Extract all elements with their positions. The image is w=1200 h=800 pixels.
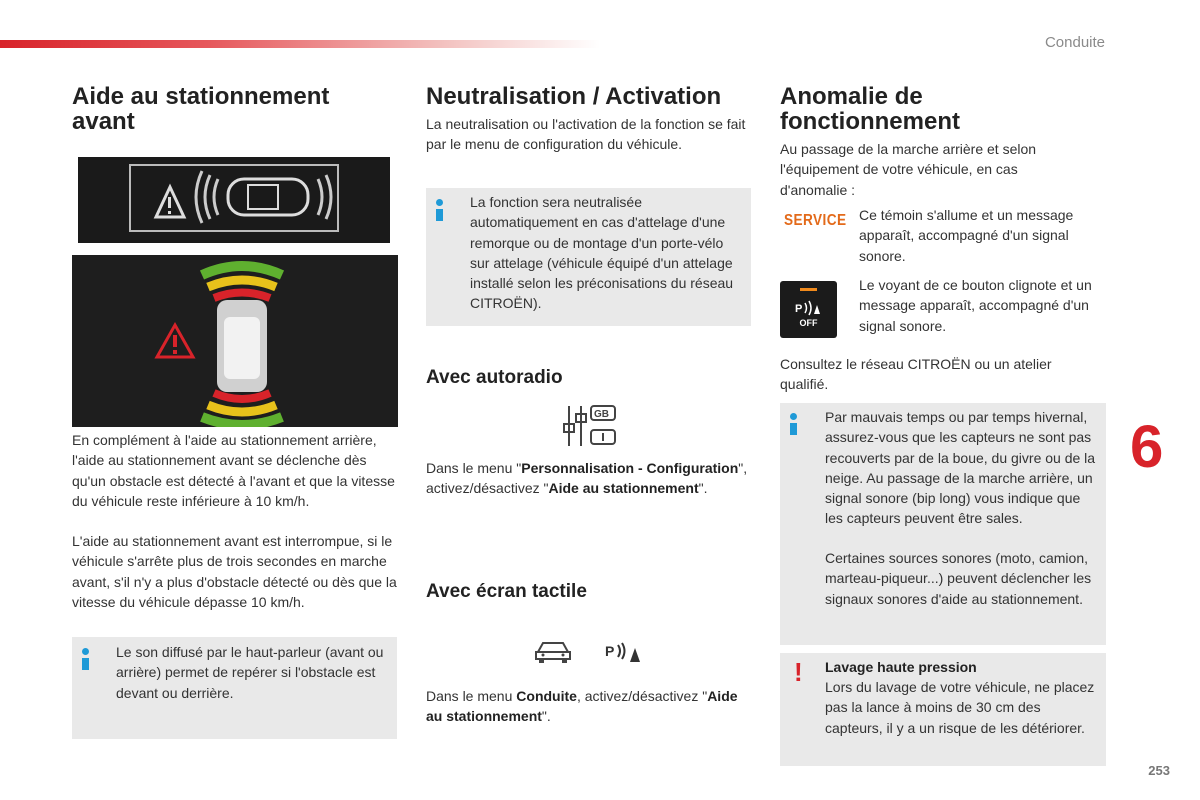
radio-icon-label: GB <box>594 409 609 420</box>
subtitle-autoradio: Avec autoradio <box>426 367 563 388</box>
info-note-towing-text: La fonction sera neutralisée automatiquement en cas d'attelage d'une remorque ou de montage d'un porte-vélo sur attelage (véhicule équipé d'un attelage installé selon les préconisations du réseau CITROËN). <box>470 194 734 312</box>
button-off-label: OFF <box>799 318 818 328</box>
dashboard-display-image <box>78 157 390 243</box>
info-note-weather <box>780 403 1106 645</box>
subtitle-touchscreen: Avec écran tactile <box>426 581 587 602</box>
info-note-speaker <box>72 637 397 739</box>
warning-text: Lors du lavage de votre véhicule, ne placez pas la lance à moins de 30 cm des capteurs, il y a un risque de les détériorer. <box>825 679 1095 736</box>
info-note-weather-text: Par mauvais temps ou par temps hivernal, assurez-vous que les capteurs ne sont pas recouverts par de la boue, du givre ou de la neige. Au passage de la marche arrière, un signal sonore (bip long) vous indique que les capteurs peuvent être sales. <box>825 409 1096 527</box>
radio-settings-icon <box>563 404 619 448</box>
warning-title: Lavage haute pression <box>825 659 977 675</box>
svg-text:P: P <box>795 303 803 315</box>
car-driving-icon <box>534 638 574 669</box>
autoradio-instructions: Dans le menu "Personnalisation - Configuration", activez/désactivez "Aide au stationnement". <box>426 460 748 497</box>
service-warning-text: Ce témoin s'allume et un message apparaît, accompagné d'un signal sonore. <box>859 207 1074 264</box>
touchscreen-instructions: Dans le menu Conduite, activez/désactivez "Aide au stationnement". <box>426 688 738 725</box>
info-icon <box>436 209 443 221</box>
consult-network-text: Consultez le réseau CITROËN ou un atelier qualifié. <box>780 356 1052 393</box>
header-accent-bar <box>0 40 600 48</box>
park-assist-off-text: Le voyant de ce bouton clignote et un message apparaît, accompagné d'un signal sonore. <box>859 277 1092 334</box>
park-assist-off-button-icon <box>780 281 837 338</box>
neutralisation-intro: La neutralisation ou l'activation de la fonction se fait par le menu de configuration du véhicule. <box>426 116 746 153</box>
front-parking-interruption: L'aide au stationnement avant est interrompue, si le véhicule s'arrête plus de trois secondes en marche avant, s'il n'y a plus d'obstacle détecté ou dès que la vitesse du véhicule dépasse 10 km/h. <box>72 533 397 610</box>
warning-exclamation-icon: ! <box>794 657 803 687</box>
info-icon <box>790 423 797 435</box>
page-number: 253 <box>1148 763 1170 778</box>
malfunction-intro: Au passage de la marche arrière et selon l'équipement de votre véhicule, en cas d'anomalie : <box>780 141 1037 198</box>
front-sensor-display-icon <box>78 157 390 243</box>
section-label: Conduite <box>1044 34 1105 51</box>
title-malfunction: Anomalie de fonctionnement <box>780 83 960 135</box>
warning-note-pressure-wash <box>780 653 1106 766</box>
parking-aid-icon <box>605 640 645 671</box>
info-note-towing <box>426 188 751 326</box>
parking-sensor-screen-image <box>72 255 398 427</box>
info-note-noise-text: Certaines sources sonores (moto, camion, marteau-piqueur...) peuvent déclencher les signaux sonores d'aide au stationnement. <box>825 550 1092 607</box>
title-front-parking: Aide au stationnement avant <box>72 83 330 135</box>
chapter-number: 6 <box>1130 413 1164 480</box>
info-icon <box>82 658 89 670</box>
svg-text:P: P <box>605 643 615 659</box>
title-neutralisation: Neutralisation / Activation <box>426 83 722 110</box>
front-parking-description: En complément à l'aide au stationnement arrière, l'aide au stationnement avant se déclenche dès qu'un obstacle est détecté à l'avant et que la vitesse du véhicule reste inférieure à 10 km/h. <box>72 432 395 509</box>
parking-sensor-car-icon <box>72 255 398 427</box>
info-note-speaker-text: Le son diffusé par le haut-parleur (avant ou arrière) permet de repérer si l'obstacle est devant ou derrière. <box>116 644 384 701</box>
service-warning-icon: SERVICE <box>784 212 847 229</box>
